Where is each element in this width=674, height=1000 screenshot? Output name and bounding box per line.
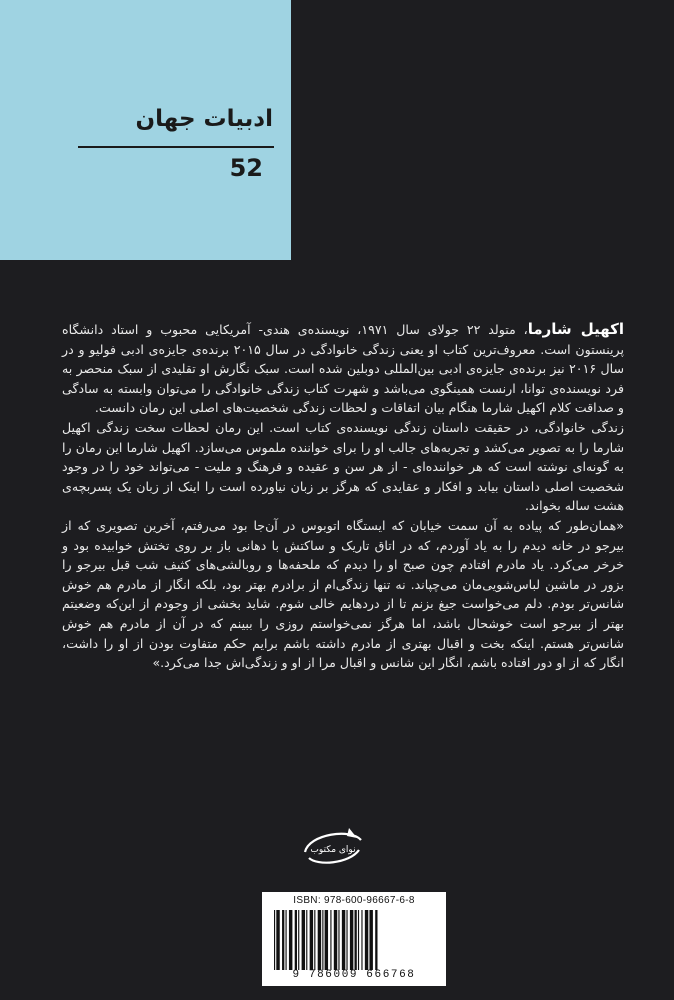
barcode-bar xyxy=(306,910,307,970)
barcode-digits: 9 786009 666768 xyxy=(292,969,416,981)
barcode-bar xyxy=(322,910,323,970)
series-box xyxy=(0,0,291,260)
barcode-bar xyxy=(325,910,328,970)
barcode-bar xyxy=(346,910,347,970)
blurb-paragraph-1-text: ، متولد ۲۲ جولای سال ۱۹۷۱، نویسنده‌ی هندی- آمریکایی محبوب و استاد دانشگاه پرینستون است. معروف‌ترین کتاب او یعنی زندگی خانوادگی در سال ۲۰۱۵ برنده‌ی جایزه‌ی ادبی فولیو و در سال ۲۰۱۶ نیز برنده‌ی جایزه‌ی ادبی بین‌المللی دوبلین شده است. سبک نگارش او تقلیدی از سبک منحصر به فرد نویسنده‌ی توانا، ارنست همینگوی می‌باشد و شهرت کتاب زندگی خانوادگی را می‌توان وابسته به سادگی و صداقت کلام اکهیل شارما هنگام بیان اتفاقات و لحظات زندگی شخصیت‌های اصلی این رمان دانست. xyxy=(62,322,624,416)
blurb-paragraph-1 xyxy=(62,320,624,418)
series-divider xyxy=(78,146,274,148)
barcode-bar xyxy=(375,910,377,970)
author-name: اکهیل شارما xyxy=(527,320,624,338)
blurb-text xyxy=(62,320,624,673)
publisher-logo-text: نوای مکتوب xyxy=(310,845,356,855)
series-title: ادبیات جهان xyxy=(135,106,273,132)
barcode-bar xyxy=(298,910,299,970)
barcode-bar xyxy=(355,910,357,970)
barcode-bar xyxy=(314,910,315,970)
barcode-bar xyxy=(334,910,337,970)
barcode-bar xyxy=(358,910,359,970)
blurb-quote: «همان‌طور که پیاده به آن سمت خیابان که ایستگاه اتوبوس در آن‌جا بود می‌رفتم، آخرین تصویری که از بیرجو در خانه دیدم را به یاد آوردم، که در اتاق تاریک و ساکتش با دهانی باز بر روی تختش خوابیده بود و خرخر می‌کرد. یاد مادرم افتادم چون صبح او را دیدم که ملحفه‌ها و روبالشی‌های کثیف شب قبل بیرجو را بزور در ماشین لباس‌شویی‌مان می‌چپاند. نه تنها زندگی‌ام از برادرم بهتر بود، بلکه انگار از مادرم هم خوش شانس‌تر بودم. دلم می‌خواست جیغ بزنم تا از دردهایم خالی شوم. شاید بخشی از وجودم از این‌که وضعیتم بهتر از بیرجو است خوشحال باشد، اما هرگز نمی‌خواستم روزی را ببینم که در آن از مادرم هم خوش شانس‌تر هستم. اینکه بخت و اقبال بهتری از مادرم داشته باشم برایم حکم متفاوت بودن از او را داشت، انگار که از او دور افتاده باشم، انگار این شانس و اقبال مرا از او و زندگی‌اش جدا می‌کرد.» xyxy=(62,517,624,671)
barcode-bar xyxy=(365,910,368,970)
barcode-bar xyxy=(342,910,345,970)
barcode-bar xyxy=(289,910,292,970)
barcode-bar xyxy=(286,910,287,970)
barcode-bar xyxy=(276,910,279,970)
barcode-bar xyxy=(338,910,339,970)
barcode-bar xyxy=(274,910,275,970)
barcode-bar xyxy=(282,910,284,970)
publisher-logo xyxy=(299,822,367,872)
barcode-bar xyxy=(302,910,305,970)
barcode-bar xyxy=(361,910,362,970)
isbn-label: ISBN: 978-600-96667-6-8 xyxy=(293,895,415,906)
series-number: 52 xyxy=(229,154,263,182)
barcode-bar xyxy=(350,910,353,970)
barcode-bar xyxy=(295,910,297,970)
isbn-barcode-box xyxy=(262,892,446,986)
barcode-graphic xyxy=(272,910,436,970)
blurb-paragraph-2: زندگی خانوادگی، در حقیقت داستان زندگی نویسنده‌ی کتاب است. این رمان لحظات سخت زندگی اکهیل شارما را به تصویر می‌کشد و تجربه‌های جالب او را برای خواننده ملموس می‌سازد. اکهیل شارما این رمان را به گونه‌ای نوشته است که هر خواننده‌ای - از هر سن و عقیده و فرهنگ و ملیت - می‌تواند خود را در وجود شخصیت اصلی داستان بیابد و افکار و عقایدی که هرگز بر زبان نیاورده است را اینک از زبان یک پسربچه‌ی هشت ساله بخواند. xyxy=(62,419,624,514)
barcode-bar xyxy=(318,910,321,970)
barcode-bar xyxy=(369,910,372,970)
barcode-bar xyxy=(330,910,331,970)
barcode-bar xyxy=(310,910,313,970)
